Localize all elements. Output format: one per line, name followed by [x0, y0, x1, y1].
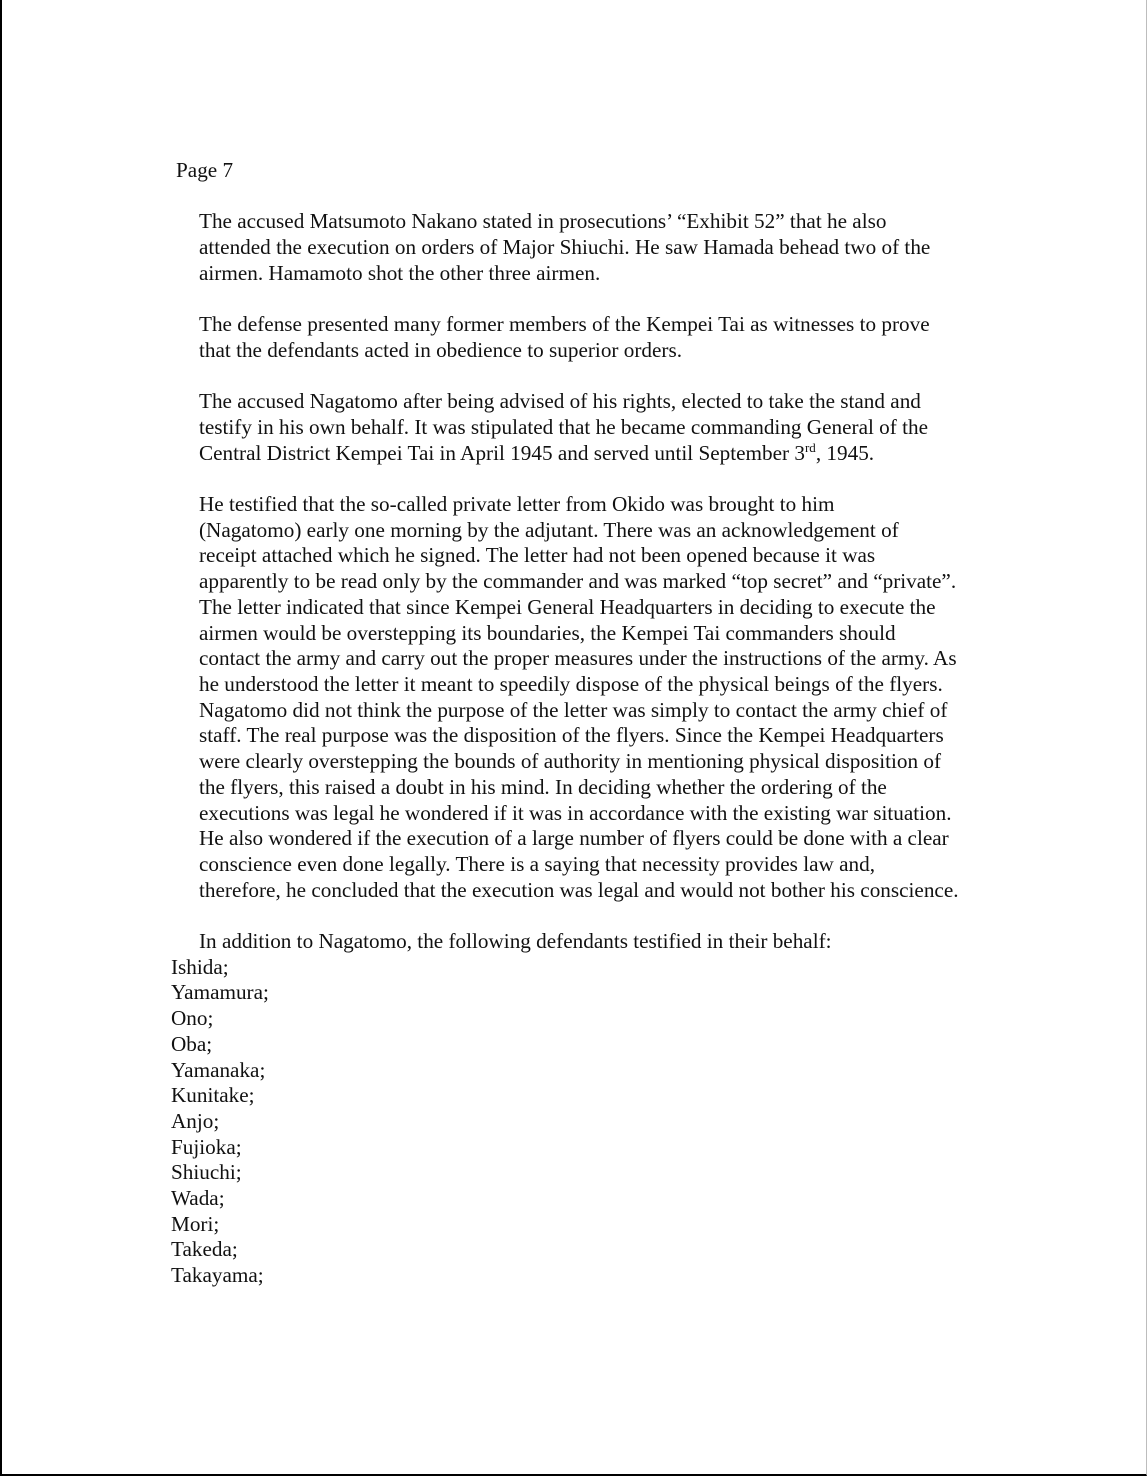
- text-line: Nagatomo did not think the purpose of the letter was simply to contact the army chief of: [199, 697, 948, 722]
- text-line: receipt attached which he signed. The letter had not been opened because it was: [199, 543, 876, 568]
- defendant-name: Oba;: [171, 1031, 213, 1056]
- text-line: (Nagatomo) early one morning by the adjutant. There was an acknowledgement of: [199, 517, 899, 542]
- text-line: airmen. Hamamoto shot the other three airmen.: [199, 260, 601, 285]
- text-line: He also wondered if the execution of a large number of flyers could be done with a clear: [199, 826, 949, 851]
- page-number: Page 7: [176, 158, 234, 182]
- text-fragment: , 1945.: [815, 440, 875, 465]
- defendant-name: Ishida;: [171, 954, 229, 979]
- defendant-name: Kunitake;: [171, 1083, 255, 1108]
- text-line: attended the execution on orders of Major Shiuchi. He saw Hamada behead two of the: [199, 235, 931, 260]
- text-line: conscience even done legally. There is a saying that necessity provides law and,: [199, 851, 876, 876]
- text-line: the flyers, this raised a doubt in his mind. In deciding whether the ordering of the: [199, 774, 887, 799]
- text-line: executions was legal he wondered if it was in accordance with the existing war situation.: [199, 800, 952, 825]
- text-line: were clearly overstepping the bounds of authority in mentioning physical disposition of: [199, 749, 942, 774]
- text-line: that the defendants acted in obedience to superior orders.: [199, 337, 683, 362]
- paragraph-private-letter-testimony: [171, 492, 1001, 903]
- text-line: airmen would be overstepping its boundaries, the Kempei Tai commanders should: [199, 620, 896, 645]
- text-line: testify in his own behalf. It was stipulated that he became commanding General of the: [199, 414, 928, 439]
- defendants-intro: In addition to Nagatomo, the following defendants testified in their behalf:: [199, 929, 832, 954]
- defendant-name: Shiuchi;: [171, 1160, 242, 1185]
- paragraph-defense-witnesses: [171, 312, 1001, 363]
- text-line: contact the army and carry out the proper measures under the instructions of the army. As: [199, 646, 957, 671]
- text-line: therefore, he concluded that the execution was legal and would not bother his conscience.: [199, 877, 959, 902]
- defendant-name: Anjo;: [171, 1108, 220, 1133]
- text-line: apparently to be read only by the commander and was marked “top secret” and “private”.: [199, 569, 957, 594]
- defendant-name: Takayama;: [171, 1263, 264, 1288]
- paragraph-nagatomo-stand: [171, 389, 1001, 466]
- defendant-name: Yamanaka;: [171, 1057, 266, 1082]
- text-line: He testified that the so-called private letter from Okido was brought to him: [199, 492, 835, 517]
- text-line: he understood the letter it meant to speedily dispose of the physical beings of the flyers.: [199, 672, 943, 696]
- text-line: staff. The real purpose was the disposition of the flyers. Since the Kempei Headquarters: [199, 723, 944, 748]
- defendant-name: Wada;: [171, 1186, 225, 1211]
- defendant-name: Fujioka;: [171, 1134, 242, 1159]
- paragraph-nakano-statement: [171, 209, 1001, 286]
- page-text: [171, 158, 1001, 1289]
- defendants-list: [171, 955, 1001, 1289]
- defendant-name: Mori;: [171, 1211, 220, 1236]
- text-line: The defense presented many former members of the Kempei Tai as witnesses to prove: [199, 312, 930, 337]
- ordinal-superscript: rd: [804, 439, 816, 455]
- defendant-name: Yamamura;: [171, 980, 269, 1005]
- text-line: The accused Nagatomo after being advised of his rights, elected to take the stand and: [199, 389, 921, 414]
- defendant-name: Ono;: [171, 1006, 214, 1031]
- text-line-with-superscript: [171, 441, 1001, 467]
- defendant-name: Takeda;: [171, 1237, 238, 1262]
- text-line: The letter indicated that since Kempei General Headquarters in deciding to execute the: [199, 594, 936, 619]
- text-line: The accused Matsumoto Nakano stated in prosecutions’ “Exhibit 52” that he also: [199, 209, 887, 234]
- text-fragment: Central District Kempei Tai in April 1945 and served until September 3: [199, 440, 805, 465]
